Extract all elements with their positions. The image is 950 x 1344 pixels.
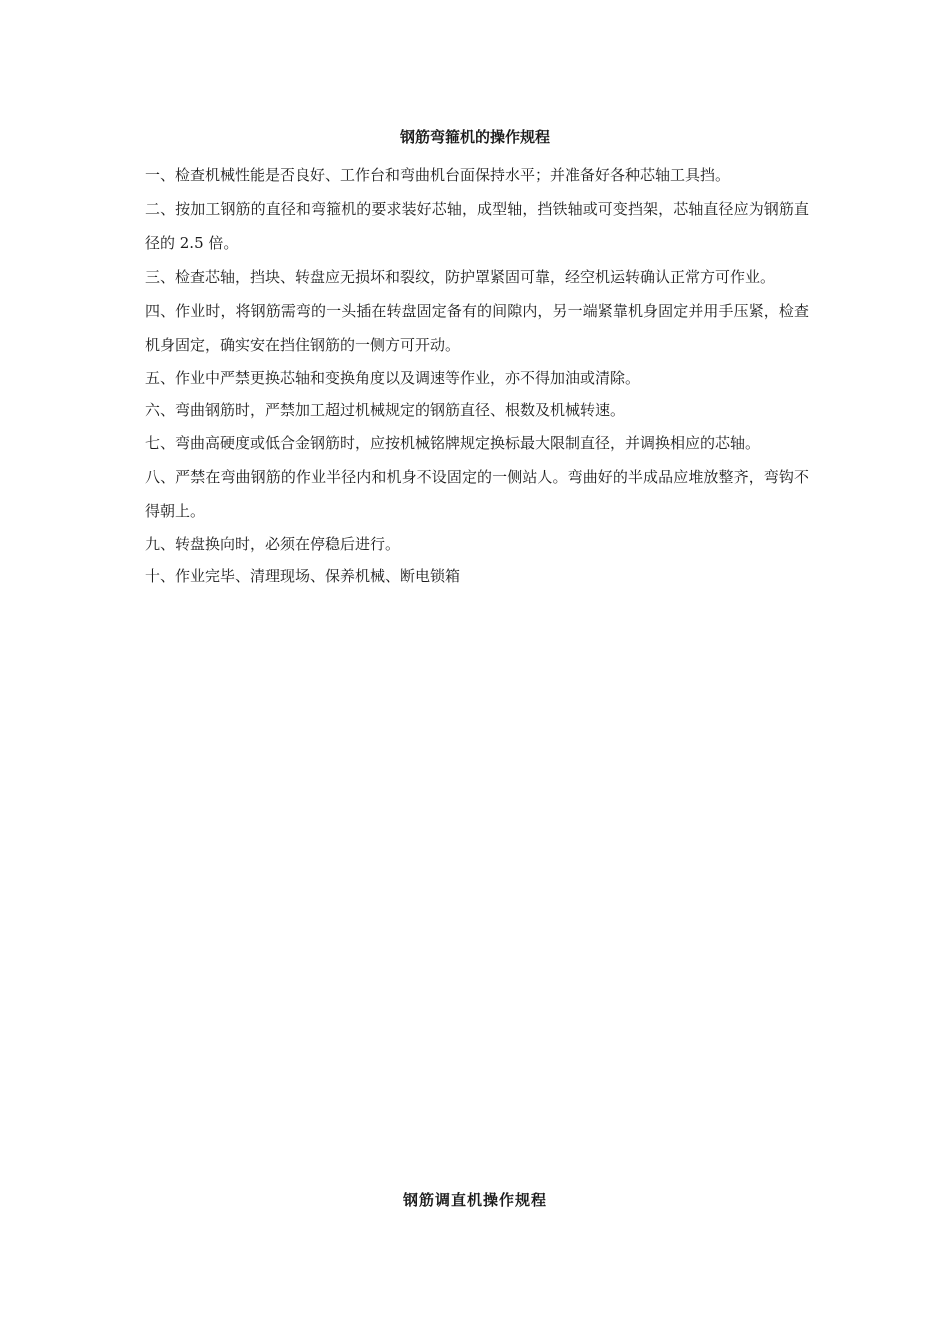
paragraph-1: 一、检查机械性能是否良好、工作台和弯曲机台面保持水平；并准备好各种芯轴工具挡。 (145, 166, 731, 184)
paragraph-2: 二、按加工钢筋的直径和弯箍机的要求装好芯轴，成型轴，挡铁轴或可变挡架，芯轴直径应为钢筋直径的 2.5 倍。 (145, 200, 809, 252)
document-title: 钢筋弯箍机的操作规程 (399, 128, 550, 146)
paragraph-3: 三、检查芯轴，挡块、转盘应无损坏和裂纹，防护罩紧固可靠，经空机运转确认正常方可作业。 (145, 268, 776, 286)
paragraph-5: 五、作业中严禁更换芯轴和变换角度以及调速等作业，亦不得加油或清除。 (145, 369, 641, 387)
paragraph-10: 十、作业完毕、清理现场、保养机械、断电锁箱 (145, 567, 461, 585)
paragraph-6: 六、弯曲钢筋时，严禁加工超过机械规定的钢筋直径、根数及机械转速。 (145, 401, 626, 419)
paragraph-9: 九、转盘换向时，必须在停稳后进行。 (145, 535, 401, 553)
document-body (145, 158, 809, 592)
next-section-title: 钢筋调直机操作规程 (402, 1191, 547, 1209)
paragraph-8: 八、严禁在弯曲钢筋的作业半径内和机身不设固定的一侧站人。弯曲好的半成品应堆放整齐，弯钩不得朝上。 (145, 468, 809, 520)
paragraph-4: 四、作业时，将钢筋需弯的一头插在转盘固定备有的间隙内，另一端紧靠机身固定并用手压紧，检查机身固定，确实安在挡住钢筋的一侧方可开动。 (145, 302, 809, 354)
paragraph-7: 七、弯曲高硬度或低合金钢筋时，应按机械铭牌规定换标最大限制直径，并调换相应的芯轴。 (145, 434, 761, 452)
